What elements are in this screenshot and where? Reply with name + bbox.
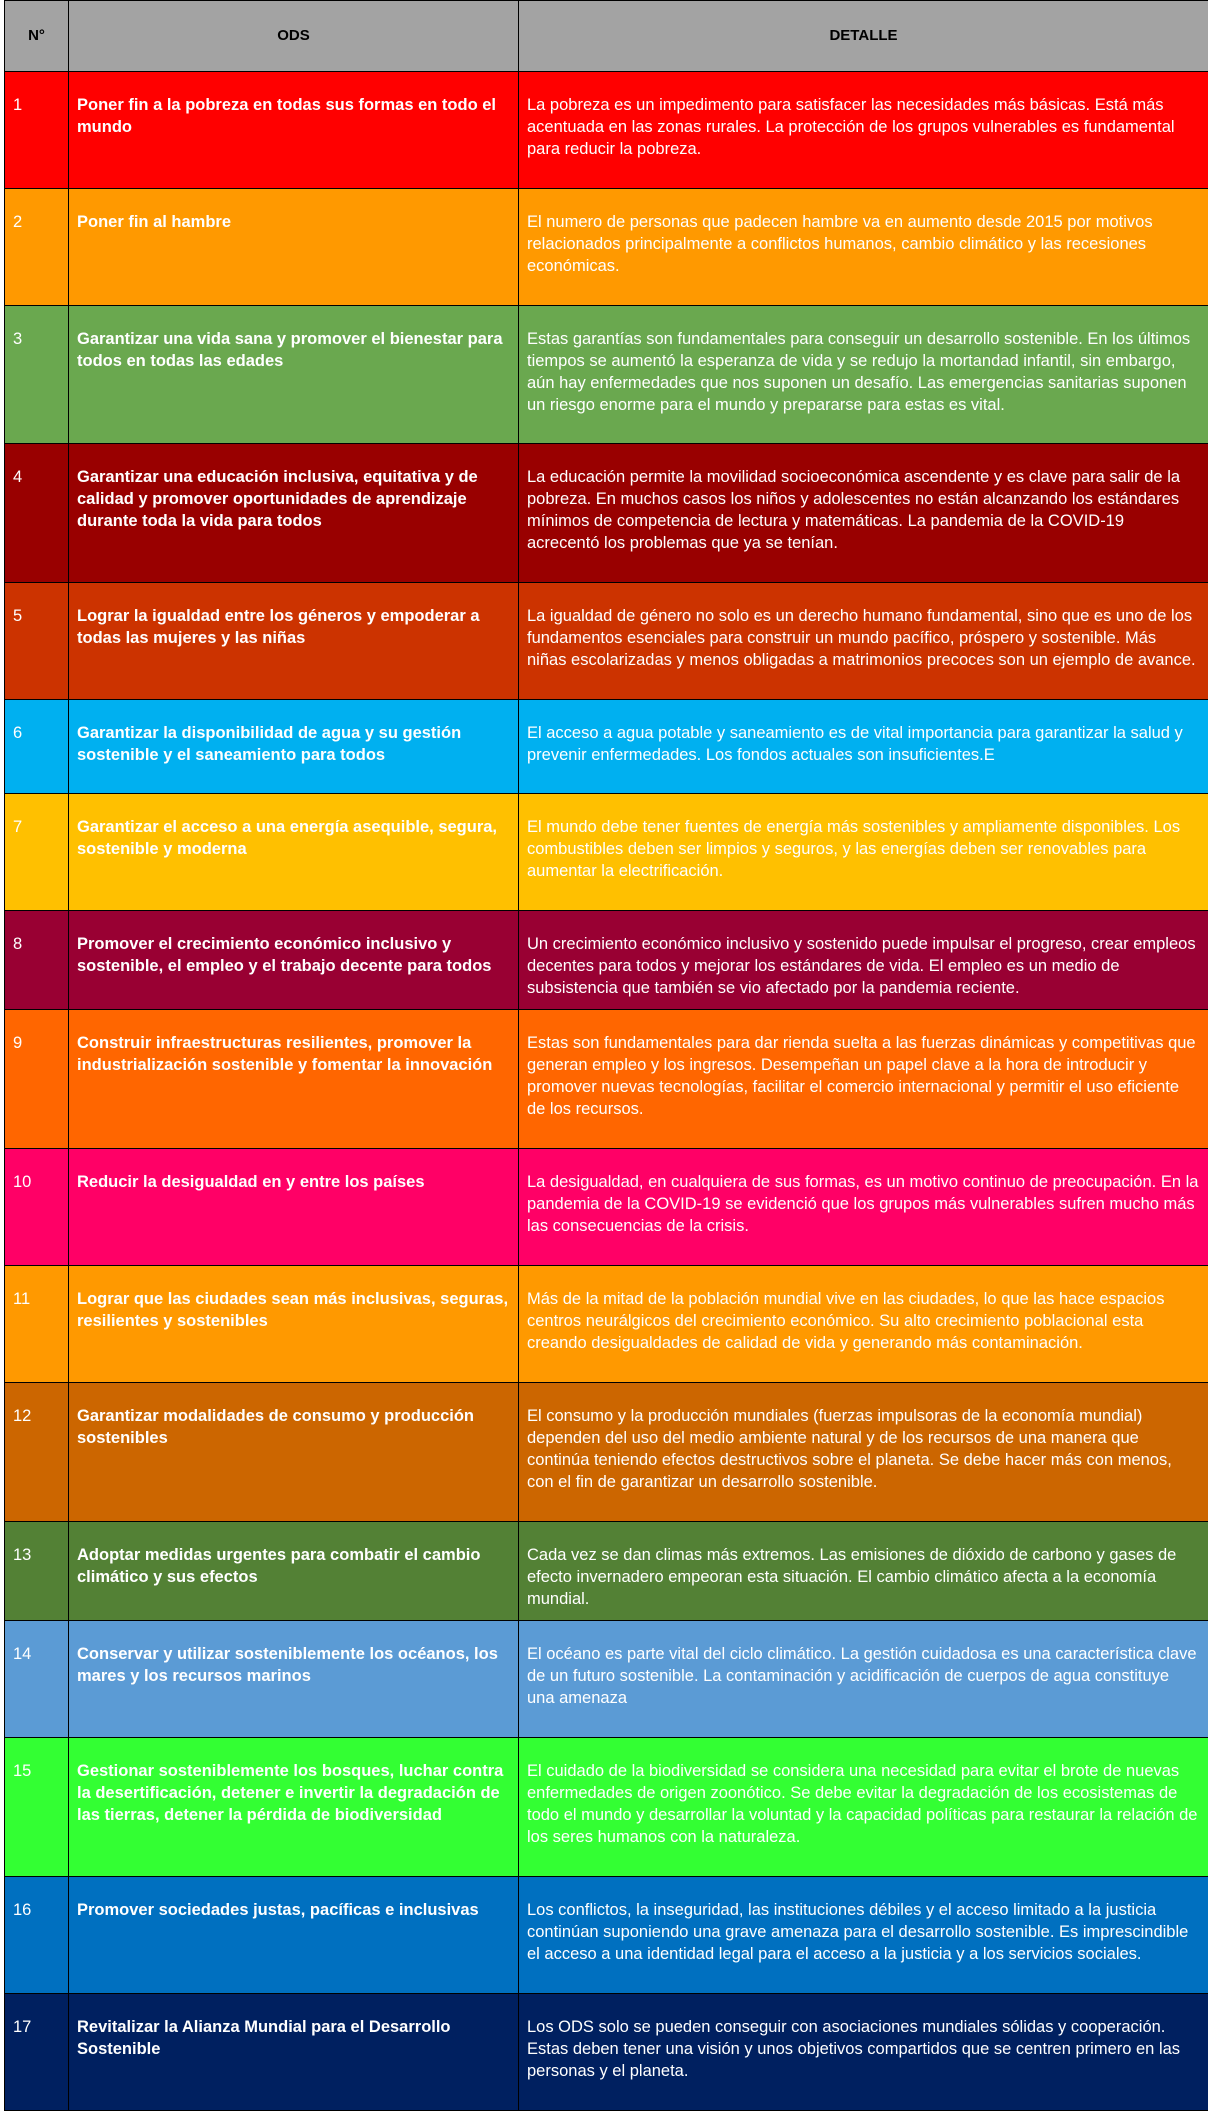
row-ods-title: Gestionar sosteniblemente los bosques, luchar contra la desertificación, detener e invertir la degradación de las tierras, detener la pérdida de biodiversidad xyxy=(69,1738,519,1877)
row-number: 5 xyxy=(5,583,69,700)
row-ods-title: Promover el crecimiento económico inclusivo y sostenible, el empleo y el trabajo decente para todos xyxy=(69,911,519,1010)
row-number: 7 xyxy=(5,794,69,911)
header-detail: DETALLE xyxy=(519,1,1208,72)
ods-table xyxy=(4,0,1208,2111)
row-detail: Estas garantías son fundamentales para conseguir un desarrollo sostenible. En los últimos tiempos se aumentó la esperanza de vida y se redujo la mortandad infantil, sin embargo, aún hay enfermedades que nos suponen un desafío. Las emergencias sanitarias suponen un riesgo enorme para el mundo y prepararse para estas es vital. xyxy=(519,306,1208,444)
row-number: 12 xyxy=(5,1383,69,1522)
row-detail: Cada vez se dan climas más extremos. Las emisiones de dióxido de carbono y gases de efecto invernadero empeoran esta situación. El cambio climático afecta a la economía mundial. xyxy=(519,1522,1208,1621)
row-ods-title: Garantizar una educación inclusiva, equitativa y de calidad y promover oportunidades de aprendizaje durante toda la vida para todos xyxy=(69,444,519,583)
row-detail: La igualdad de género no solo es un derecho humano fundamental, sino que es uno de los fundamentos esenciales para construir un mundo pacífico, próspero y sostenible. Más niñas escolarizadas y menos obligadas a matrimonios precoces son un ejemplo de avance. xyxy=(519,583,1208,700)
row-number: 16 xyxy=(5,1877,69,1994)
row-ods-title: Poner fin al hambre xyxy=(69,189,519,306)
row-ods-title: Garantizar la disponibilidad de agua y su gestión sostenible y el saneamiento para todos xyxy=(69,700,519,794)
table-row xyxy=(5,1621,1208,1738)
table-row xyxy=(5,1994,1208,2111)
row-number: 4 xyxy=(5,444,69,583)
row-number: 9 xyxy=(5,1010,69,1149)
table-row xyxy=(5,1149,1208,1266)
table-row xyxy=(5,1522,1208,1621)
header-ods: ODS xyxy=(69,1,519,72)
row-detail: Estas son fundamentales para dar rienda suelta a las fuerzas dinámicas y competitivas que generan empleo y los ingresos. Desempeñan un papel clave a la hora de introducir y promover nuevas tecnologías, facilitar el comercio internacional y permitir el uso eficiente de los recursos. xyxy=(519,1010,1208,1149)
row-ods-title: Lograr que las ciudades sean más inclusivas, seguras, resilientes y sostenibles xyxy=(69,1266,519,1383)
row-detail: Los ODS solo se pueden conseguir con asociaciones mundiales sólidas y cooperación. Estas deben tener una visión y unos objetivos compartidos que se centren primero en las personas y el planeta. xyxy=(519,1994,1208,2111)
row-detail: El mundo debe tener fuentes de energía más sostenibles y ampliamente disponibles. Los combustibles deben ser limpios y seguros, y las energías deben ser renovables para aumentar la electrificación. xyxy=(519,794,1208,911)
table-row xyxy=(5,189,1208,306)
row-detail: La desigualdad, en cualquiera de sus formas, es un motivo continuo de preocupación. En la pandemia de la COVID-19 se evidenció que los grupos más vulnerables sufren mucho más las consecuencias de la crisis. xyxy=(519,1149,1208,1266)
row-detail: El numero de personas que padecen hambre va en aumento desde 2015 por motivos relacionados principalmente a conflictos humanos, cambio climático y las recesiones económicas. xyxy=(519,189,1208,306)
row-detail: La pobreza es un impedimento para satisfacer las necesidades más básicas. Está más acentuada en las zonas rurales. La protección de los grupos vulnerables es fundamental para reducir la pobreza. xyxy=(519,72,1208,189)
table-row xyxy=(5,306,1208,444)
row-number: 17 xyxy=(5,1994,69,2111)
ods-table-container xyxy=(4,0,1208,2111)
row-detail: Un crecimiento económico inclusivo y sostenido puede impulsar el progreso, crear empleos decentes para todos y mejorar los estándares de vida. El empleo es un medio de subsistencia que también se vio afectado por la pandemia reciente. xyxy=(519,911,1208,1010)
row-number: 15 xyxy=(5,1738,69,1877)
row-ods-title: Garantizar modalidades de consumo y producción sostenibles xyxy=(69,1383,519,1522)
row-detail: La educación permite la movilidad socioeconómica ascendente y es clave para salir de la pobreza. En muchos casos los niños y adolescentes no están alcanzando los estándares mínimos de competencia de lectura y matemáticas. La pandemia de la COVID-19 acrecentó los problemas que ya se tenían. xyxy=(519,444,1208,583)
table-row xyxy=(5,1738,1208,1877)
table-row xyxy=(5,444,1208,583)
table-row xyxy=(5,583,1208,700)
table-row xyxy=(5,1877,1208,1994)
row-number: 2 xyxy=(5,189,69,306)
row-detail: El cuidado de la biodiversidad se considera una necesidad para evitar el brote de nuevas enfermedades de origen zoonótico. Se debe evitar la degradación de los ecosistemas de todo el mundo y desarrollar la voluntad y la capacidad políticas para restaurar la relación de los seres humanos con la naturaleza. xyxy=(519,1738,1208,1877)
row-ods-title: Garantizar el acceso a una energía asequible, segura, sostenible y moderna xyxy=(69,794,519,911)
row-number: 6 xyxy=(5,700,69,794)
row-ods-title: Poner fin a la pobreza en todas sus formas en todo el mundo xyxy=(69,72,519,189)
row-number: 14 xyxy=(5,1621,69,1738)
table-row xyxy=(5,911,1208,1010)
table-row xyxy=(5,72,1208,189)
row-detail: El océano es parte vital del ciclo climático. La gestión cuidadosa es una característica clave de un futuro sostenible. La contaminación y acidificación de cuerpos de agua constituye una amenaza xyxy=(519,1621,1208,1738)
table-row xyxy=(5,1383,1208,1522)
row-detail: El consumo y la producción mundiales (fuerzas impulsoras de la economía mundial) dependen del uso del medio ambiente natural y de los recursos de una manera que continúa teniendo efectos destructivos sobre el planeta. Se debe hacer más con menos, con el fin de garantizar un desarrollo sostenible. xyxy=(519,1383,1208,1522)
row-detail: El acceso a agua potable y saneamiento es de vital importancia para garantizar la salud y prevenir enfermedades. Los fondos actuales son insuficientes.E xyxy=(519,700,1208,794)
row-number: 10 xyxy=(5,1149,69,1266)
row-ods-title: Adoptar medidas urgentes para combatir el cambio climático y sus efectos xyxy=(69,1522,519,1621)
table-row xyxy=(5,1010,1208,1149)
table-row xyxy=(5,700,1208,794)
table-header-row xyxy=(5,1,1208,72)
row-number: 13 xyxy=(5,1522,69,1621)
row-ods-title: Lograr la igualdad entre los géneros y empoderar a todas las mujeres y las niñas xyxy=(69,583,519,700)
row-ods-title: Reducir la desigualdad en y entre los países xyxy=(69,1149,519,1266)
row-ods-title: Revitalizar la Alianza Mundial para el Desarrollo Sostenible xyxy=(69,1994,519,2111)
table-row xyxy=(5,1266,1208,1383)
row-detail: Más de la mitad de la población mundial vive en las ciudades, lo que las hace espacios centros neurálgicos del crecimiento económico. Su alto crecimiento poblacional esta creando desigualdades de calidad de vida y generando más contaminación. xyxy=(519,1266,1208,1383)
row-number: 11 xyxy=(5,1266,69,1383)
table-row xyxy=(5,794,1208,911)
row-number: 3 xyxy=(5,306,69,444)
row-detail: Los conflictos, la inseguridad, las instituciones débiles y el acceso limitado a la justicia continúan suponiendo una grave amenaza para el desarrollo sostenible. Es imprescindible el acceso a una identidad legal para el acceso a la justicia y a los servicios sociales. xyxy=(519,1877,1208,1994)
row-ods-title: Garantizar una vida sana y promover el bienestar para todos en todas las edades xyxy=(69,306,519,444)
header-number: N° xyxy=(5,1,69,72)
row-ods-title: Conservar y utilizar sosteniblemente los océanos, los mares y los recursos marinos xyxy=(69,1621,519,1738)
row-number: 8 xyxy=(5,911,69,1010)
row-ods-title: Promover sociedades justas, pacíficas e inclusivas xyxy=(69,1877,519,1994)
row-number: 1 xyxy=(5,72,69,189)
row-ods-title: Construir infraestructuras resilientes, promover la industrialización sostenible y fomentar la innovación xyxy=(69,1010,519,1149)
